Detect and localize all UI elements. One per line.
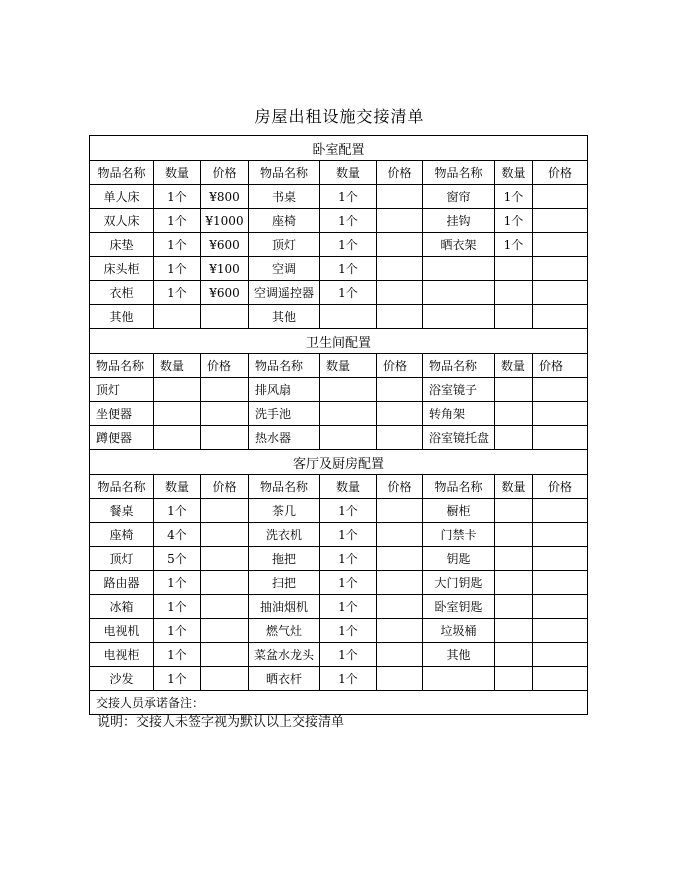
item-name-cell: 蹲便器 bbox=[90, 426, 154, 450]
item-name-cell: 书桌 bbox=[249, 185, 320, 209]
instruction-note: 说明：交接人未签字视为默认以上交接清单 bbox=[97, 715, 345, 730]
price-cell bbox=[377, 233, 423, 257]
price-cell bbox=[533, 523, 588, 547]
table-row bbox=[90, 185, 588, 209]
table-row bbox=[90, 257, 588, 281]
quantity-cell: 4个 bbox=[154, 523, 201, 547]
table-row bbox=[90, 499, 588, 523]
quantity-cell: 1个 bbox=[154, 257, 201, 281]
item-name-cell bbox=[423, 667, 495, 691]
quantity-cell bbox=[320, 426, 377, 450]
table-row bbox=[90, 305, 588, 329]
price-cell bbox=[533, 209, 588, 233]
price-cell bbox=[533, 305, 588, 329]
price-cell bbox=[377, 595, 423, 619]
item-name-cell: 冰箱 bbox=[90, 595, 154, 619]
price-cell bbox=[533, 233, 588, 257]
table-row bbox=[90, 233, 588, 257]
table-row bbox=[90, 426, 588, 450]
price-cell bbox=[533, 595, 588, 619]
item-name-cell: 钥匙 bbox=[423, 547, 495, 571]
quantity-cell: 1个 bbox=[320, 571, 377, 595]
column-header: 价格 bbox=[201, 475, 249, 499]
price-cell bbox=[377, 571, 423, 595]
living-section-heading: 客厅及厨房配置 bbox=[90, 450, 588, 475]
table-row bbox=[90, 619, 588, 643]
item-name-cell: 门禁卡 bbox=[423, 523, 495, 547]
item-name-cell: 路由器 bbox=[90, 571, 154, 595]
quantity-cell: 1个 bbox=[154, 595, 201, 619]
item-name-cell: 单人床 bbox=[90, 185, 154, 209]
price-cell bbox=[377, 499, 423, 523]
quantity-cell: 1个 bbox=[320, 209, 377, 233]
quantity-cell bbox=[495, 305, 533, 329]
quantity-cell: 1个 bbox=[495, 185, 533, 209]
price-cell bbox=[377, 402, 423, 426]
price-cell bbox=[201, 547, 249, 571]
quantity-cell bbox=[154, 426, 201, 450]
item-name-cell: 衣柜 bbox=[90, 281, 154, 305]
price-cell bbox=[201, 378, 249, 402]
item-name-cell: 其他 bbox=[90, 305, 154, 329]
quantity-cell bbox=[154, 305, 201, 329]
item-name-cell: 沙发 bbox=[90, 667, 154, 691]
price-cell bbox=[377, 257, 423, 281]
quantity-cell bbox=[154, 402, 201, 426]
column-header: 数量 bbox=[495, 161, 533, 185]
item-name-cell: 排风扇 bbox=[249, 378, 320, 402]
price-cell bbox=[377, 378, 423, 402]
quantity-cell bbox=[495, 547, 533, 571]
item-name-cell: 餐桌 bbox=[90, 499, 154, 523]
quantity-cell bbox=[495, 281, 533, 305]
quantity-cell bbox=[495, 667, 533, 691]
item-name-cell bbox=[423, 305, 495, 329]
item-name-cell: 抽油烟机 bbox=[249, 595, 320, 619]
price-cell: ¥1000 bbox=[201, 209, 249, 233]
item-name-cell: 顶灯 bbox=[249, 233, 320, 257]
price-cell bbox=[201, 523, 249, 547]
column-header: 物品名称 bbox=[249, 161, 320, 185]
item-name-cell: 晒衣架 bbox=[423, 233, 495, 257]
price-cell bbox=[201, 571, 249, 595]
item-name-cell: 床头柜 bbox=[90, 257, 154, 281]
price-cell bbox=[533, 547, 588, 571]
item-name-cell: 转角架 bbox=[423, 402, 495, 426]
quantity-cell: 1个 bbox=[320, 233, 377, 257]
quantity-cell bbox=[495, 571, 533, 595]
quantity-cell bbox=[495, 499, 533, 523]
quantity-cell bbox=[495, 426, 533, 450]
quantity-cell bbox=[495, 619, 533, 643]
item-name-cell bbox=[423, 257, 495, 281]
item-name-cell: 座椅 bbox=[249, 209, 320, 233]
quantity-cell bbox=[320, 305, 377, 329]
quantity-cell bbox=[495, 595, 533, 619]
quantity-cell: 1个 bbox=[320, 547, 377, 571]
table-row bbox=[90, 402, 588, 426]
quantity-cell: 1个 bbox=[154, 643, 201, 667]
quantity-cell bbox=[495, 378, 533, 402]
handover-table bbox=[89, 135, 588, 715]
price-cell bbox=[377, 209, 423, 233]
price-cell bbox=[533, 643, 588, 667]
column-header: 物品名称 bbox=[249, 354, 320, 378]
price-cell bbox=[377, 305, 423, 329]
quantity-cell: 1个 bbox=[154, 209, 201, 233]
price-cell bbox=[377, 667, 423, 691]
item-name-cell: 茶几 bbox=[249, 499, 320, 523]
column-header: 物品名称 bbox=[90, 475, 154, 499]
quantity-cell bbox=[154, 378, 201, 402]
quantity-cell: 1个 bbox=[154, 233, 201, 257]
quantity-cell: 1个 bbox=[320, 257, 377, 281]
price-cell bbox=[377, 523, 423, 547]
price-cell bbox=[201, 667, 249, 691]
item-name-cell bbox=[423, 281, 495, 305]
item-name-cell: 双人床 bbox=[90, 209, 154, 233]
price-cell bbox=[201, 595, 249, 619]
item-name-cell: 其他 bbox=[423, 643, 495, 667]
quantity-cell: 1个 bbox=[320, 185, 377, 209]
bathroom-column-header-row bbox=[90, 354, 588, 378]
quantity-cell: 5个 bbox=[154, 547, 201, 571]
item-name-cell: 热水器 bbox=[249, 426, 320, 450]
table-row bbox=[90, 378, 588, 402]
item-name-cell: 坐便器 bbox=[90, 402, 154, 426]
item-name-cell: 浴室镜托盘 bbox=[423, 426, 495, 450]
column-header: 数量 bbox=[495, 354, 533, 378]
column-header: 价格 bbox=[533, 475, 588, 499]
item-name-cell: 挂钩 bbox=[423, 209, 495, 233]
quantity-cell: 1个 bbox=[495, 209, 533, 233]
column-header: 价格 bbox=[201, 354, 249, 378]
column-header: 数量 bbox=[154, 161, 201, 185]
price-cell bbox=[201, 499, 249, 523]
column-header: 物品名称 bbox=[423, 161, 495, 185]
price-cell: ¥600 bbox=[201, 233, 249, 257]
table-row bbox=[90, 281, 588, 305]
quantity-cell bbox=[320, 378, 377, 402]
price-cell bbox=[201, 402, 249, 426]
table-row bbox=[90, 547, 588, 571]
price-cell bbox=[201, 426, 249, 450]
table-row bbox=[90, 523, 588, 547]
column-header: 价格 bbox=[201, 161, 249, 185]
item-name-cell: 浴室镜子 bbox=[423, 378, 495, 402]
item-name-cell: 扫把 bbox=[249, 571, 320, 595]
item-name-cell: 电视机 bbox=[90, 619, 154, 643]
page-title: 房屋出租设施交接清单 bbox=[254, 107, 425, 126]
living-heading-row bbox=[90, 450, 588, 475]
quantity-cell: 1个 bbox=[320, 499, 377, 523]
price-cell bbox=[533, 281, 588, 305]
item-name-cell: 大门钥匙 bbox=[423, 571, 495, 595]
column-header: 物品名称 bbox=[249, 475, 320, 499]
table-row bbox=[90, 209, 588, 233]
price-cell bbox=[533, 257, 588, 281]
item-name-cell: 卧室钥匙 bbox=[423, 595, 495, 619]
column-header: 数量 bbox=[495, 475, 533, 499]
quantity-cell bbox=[495, 643, 533, 667]
price-cell bbox=[201, 619, 249, 643]
quantity-cell: 1个 bbox=[495, 233, 533, 257]
item-name-cell: 垃圾桶 bbox=[423, 619, 495, 643]
column-header: 价格 bbox=[533, 161, 588, 185]
table-row bbox=[90, 667, 588, 691]
item-name-cell: 橱柜 bbox=[423, 499, 495, 523]
column-header: 物品名称 bbox=[90, 161, 154, 185]
column-header: 数量 bbox=[154, 475, 201, 499]
column-header: 价格 bbox=[377, 161, 423, 185]
column-header: 数量 bbox=[320, 354, 377, 378]
quantity-cell bbox=[495, 523, 533, 547]
price-cell bbox=[377, 426, 423, 450]
quantity-cell: 1个 bbox=[154, 281, 201, 305]
item-name-cell: 燃气灶 bbox=[249, 619, 320, 643]
bathroom-section-heading: 卫生间配置 bbox=[90, 329, 588, 354]
price-cell bbox=[533, 667, 588, 691]
quantity-cell: 1个 bbox=[320, 523, 377, 547]
quantity-cell: 1个 bbox=[154, 185, 201, 209]
price-cell bbox=[533, 402, 588, 426]
item-name-cell: 晒衣杆 bbox=[249, 667, 320, 691]
price-cell bbox=[377, 281, 423, 305]
living-column-header-row bbox=[90, 475, 588, 499]
item-name-cell: 窗帘 bbox=[423, 185, 495, 209]
column-header: 价格 bbox=[377, 354, 423, 378]
price-cell bbox=[533, 619, 588, 643]
quantity-cell: 1个 bbox=[154, 571, 201, 595]
item-name-cell: 顶灯 bbox=[90, 547, 154, 571]
bedroom-column-header-row bbox=[90, 161, 588, 185]
price-cell bbox=[533, 185, 588, 209]
table-row bbox=[90, 595, 588, 619]
column-header: 物品名称 bbox=[423, 354, 495, 378]
price-cell: ¥600 bbox=[201, 281, 249, 305]
column-header: 物品名称 bbox=[90, 354, 154, 378]
item-name-cell: 电视柜 bbox=[90, 643, 154, 667]
item-name-cell: 床垫 bbox=[90, 233, 154, 257]
quantity-cell: 1个 bbox=[154, 667, 201, 691]
item-name-cell: 菜盆水龙头 bbox=[249, 643, 320, 667]
price-cell bbox=[533, 499, 588, 523]
price-cell bbox=[377, 619, 423, 643]
quantity-cell: 1个 bbox=[320, 643, 377, 667]
column-header: 数量 bbox=[320, 475, 377, 499]
bathroom-heading-row bbox=[90, 329, 588, 354]
table-row bbox=[90, 643, 588, 667]
price-cell bbox=[533, 426, 588, 450]
item-name-cell: 座椅 bbox=[90, 523, 154, 547]
quantity-cell bbox=[320, 402, 377, 426]
price-cell bbox=[377, 185, 423, 209]
quantity-cell bbox=[495, 257, 533, 281]
price-cell bbox=[201, 305, 249, 329]
quantity-cell: 1个 bbox=[320, 281, 377, 305]
column-header: 物品名称 bbox=[423, 475, 495, 499]
column-header: 数量 bbox=[154, 354, 201, 378]
price-cell: ¥800 bbox=[201, 185, 249, 209]
price-cell bbox=[377, 547, 423, 571]
quantity-cell: 1个 bbox=[320, 595, 377, 619]
bedroom-heading-row bbox=[90, 136, 588, 161]
price-cell bbox=[377, 643, 423, 667]
item-name-cell: 空调 bbox=[249, 257, 320, 281]
item-name-cell: 顶灯 bbox=[90, 378, 154, 402]
quantity-cell: 1个 bbox=[154, 619, 201, 643]
item-name-cell: 拖把 bbox=[249, 547, 320, 571]
column-header: 价格 bbox=[533, 354, 588, 378]
bedroom-section-heading: 卧室配置 bbox=[90, 136, 588, 161]
quantity-cell: 1个 bbox=[320, 619, 377, 643]
quantity-cell bbox=[495, 402, 533, 426]
quantity-cell: 1个 bbox=[154, 499, 201, 523]
price-cell bbox=[533, 378, 588, 402]
price-cell: ¥100 bbox=[201, 257, 249, 281]
item-name-cell: 洗手池 bbox=[249, 402, 320, 426]
column-header: 数量 bbox=[320, 161, 377, 185]
item-name-cell: 空调遥控器 bbox=[249, 281, 320, 305]
quantity-cell: 1个 bbox=[320, 667, 377, 691]
remark-cell: 交接人员承诺备注： bbox=[90, 691, 588, 715]
item-name-cell: 洗衣机 bbox=[249, 523, 320, 547]
price-cell bbox=[201, 643, 249, 667]
item-name-cell: 其他 bbox=[249, 305, 320, 329]
price-cell bbox=[533, 571, 588, 595]
column-header: 价格 bbox=[377, 475, 423, 499]
table-row bbox=[90, 571, 588, 595]
